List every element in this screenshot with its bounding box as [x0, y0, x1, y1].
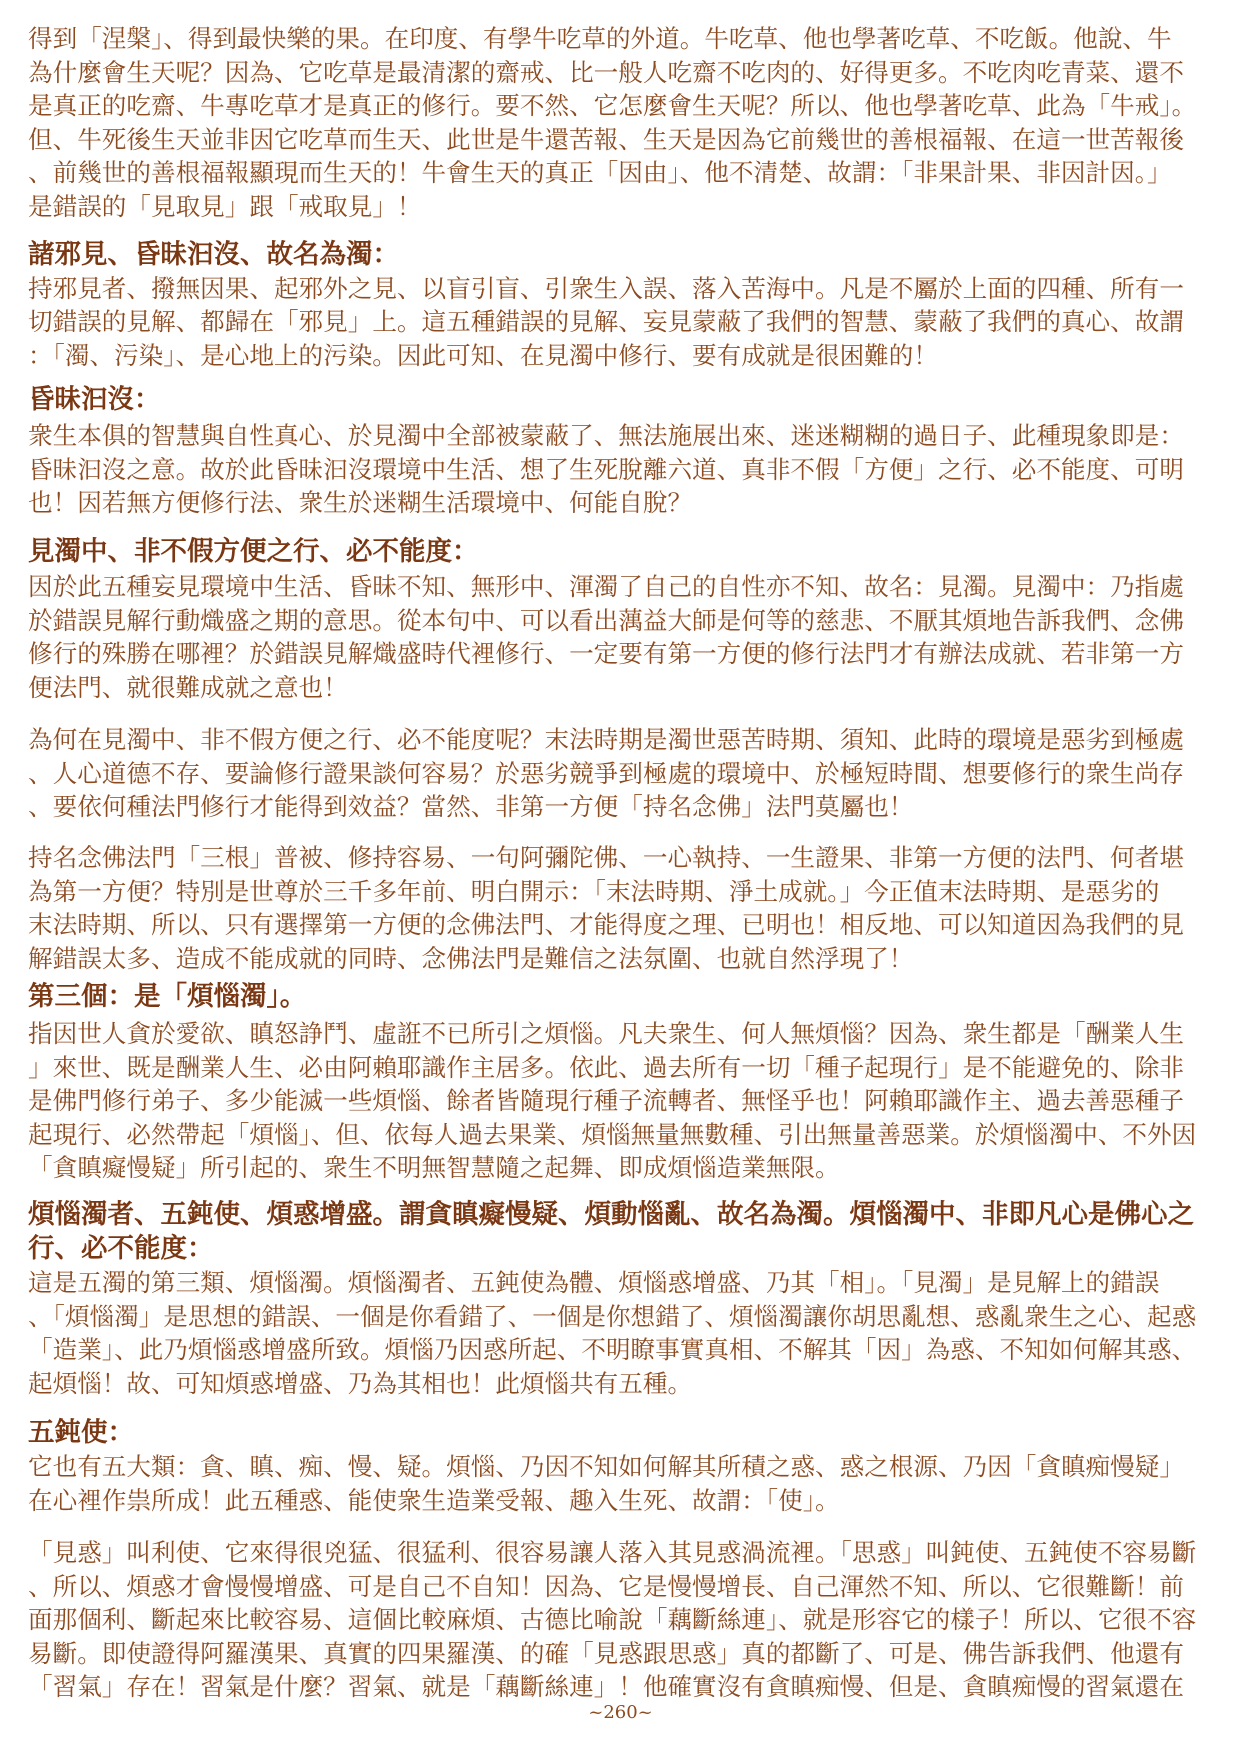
- heading-line: 煩惱濁者、五鈍使、煩惑增盛。謂貪瞋癡慢疑、煩動惱亂、故名為濁。煩惱濁中、非即凡心是佛心之: [28, 1199, 1194, 1230]
- text-line: 」來世、既是酬業人生、必由阿賴耶識作主居多。依此、過去所有一切「種子起現行」是不能避免的、除非: [28, 1052, 1184, 1082]
- text-line: 是錯誤的「見取見」跟「戒取見」！: [28, 191, 422, 221]
- text-line: 起現行、必然帶起「煩惱」、但、依每人過去果業、煩惱無量無數種、引出無量善惡業。於煩惱濁中、不外因: [28, 1119, 1197, 1149]
- paragraph: [28, 841, 1228, 975]
- section-heading: [28, 535, 1228, 569]
- text-line: 末法時期、所以、只有選擇第一方便的念佛法門、才能得度之理、已明也！相反地、可以知道因為我們的見: [28, 910, 1184, 939]
- paragraph: [28, 1536, 1228, 1704]
- text-line: 也！因若無方便修行法、衆生於迷糊生活環境中、何能自脫？: [28, 488, 693, 517]
- text-line: 面那個利、斷起來比較容易、這個比較麻煩、古德比喻說「藕斷絲連」、就是形容它的樣子！所以、它很不容: [28, 1605, 1197, 1634]
- paragraph: [28, 419, 1228, 520]
- text-line: 便法門、就很難成就之意也！: [28, 672, 348, 702]
- paragraph: [28, 22, 1228, 223]
- text-line: 切錯誤的見解、都歸在「邪見」上。這五種錯誤的見解、妄見蒙蔽了我們的智慧、蒙蔽了我們的真心、故謂: [28, 307, 1184, 336]
- text-line: 解錯誤太多、造成不能成就的同時、念佛法門是難信之法氛圍、也就自然浮現了！: [28, 943, 914, 973]
- text-line: 但、牛死後生天並非因它吃草而生天、此世是牛還苦報、生天是因為它前幾世的善根福報、在這一世苦報後: [28, 124, 1184, 154]
- text-line: 為什麼會生天呢？因為、它吃草是最清潔的齋戒、比一般人吃齋不吃肉的、好得更多。不吃肉吃青菜、還不: [28, 57, 1184, 87]
- paragraph: [28, 723, 1228, 824]
- text-line: 、要依何種法門修行才能得到效益？當然、非第一方便「持名念佛」法門莫屬也！: [28, 792, 914, 821]
- paragraph: [28, 570, 1228, 704]
- section-heading: [28, 1198, 1228, 1265]
- text-line: ：「濁、污染」、是心地上的污染。因此可知、在見濁中修行、要有成就是很困難的！: [28, 340, 938, 370]
- text-line: 為何在見濁中、非不假方便之行、必不能度呢？末法時期是濁世惡苦時期、須知、此時的環境是惡劣到極處: [28, 725, 1184, 754]
- text-line: 衆生本俱的智慧與自性真心、於見濁中全部被蒙蔽了、無法施展出來、迷迷糊糊的過日子、此種現象即是：: [28, 421, 1184, 450]
- text-line: 「造業」、此乃煩惱惑增盛所致。煩惱乃因惑所起、不明瞭事實真相、不解其「因」為惑、不知如何解其惑、: [28, 1335, 1197, 1364]
- heading-line: 見濁中、非不假方便之行、必不能度：: [28, 536, 479, 567]
- paragraph: [28, 1450, 1228, 1517]
- paragraph: [28, 1266, 1228, 1400]
- text-line: 持邪見者、撥無因果、起邪外之見、以盲引盲、引衆生入誤、落入苦海中。凡是不屬於上面的四種、所有一: [28, 273, 1184, 303]
- paragraph: [28, 1017, 1228, 1185]
- text-line: 指因世人貪於愛欲、瞋怒諍鬥、虛誑不已所引之煩惱。凡夫衆生、何人無煩惱？因為、衆生都是「酬業人生: [28, 1019, 1184, 1048]
- page-number: ~260~: [588, 1702, 653, 1723]
- text-line: 持名念佛法門「三根」普被、修持容易、一句阿彌陀佛、一心執持、一生證果、非第一方便的法門、何者堪: [28, 843, 1184, 872]
- text-line: 這是五濁的第三類、煩惱濁。煩惱濁者、五鈍使為體、煩惱惑增盛、乃其「相」。「見濁」是見解上的錯誤: [28, 1268, 1160, 1297]
- heading-line: 五鈍使：: [28, 1416, 134, 1448]
- heading-line: 諸邪見、昏昧汩沒、故名為濁：: [28, 239, 399, 270]
- text-line: 「見惑」叫利使、它來得很兇猛、很猛利、很容易讓人落入其見惑渦流裡。「思惑」叫鈍使、五鈍使不容易斷: [28, 1538, 1197, 1567]
- text-line: 易斷。即使證得阿羅漢果、真實的四果羅漢、的確「見惑跟思惑」真的都斷了、可是、佛告訴我們、他還有: [28, 1638, 1184, 1668]
- text-line: 、所以、煩惑才會慢慢增盛、可是自己不自知！因為、它是慢慢增長、自己渾然不知、所以、它很難斷！前: [28, 1571, 1184, 1601]
- text-line: 、「煩惱濁」是思想的錯誤、一個是你看錯了、一個是你想錯了、煩惱濁讓你胡思亂想、惑亂衆生之心、起惑: [28, 1301, 1197, 1331]
- text-line: 「貪瞋癡慢疑」所引起的、衆生不明無智慧隨之起舞、即成煩惱造業無限。: [28, 1153, 840, 1182]
- section-heading: [28, 238, 1228, 272]
- text-line: 修行的殊勝在哪裡？於錯誤見解熾盛時代裡修行、一定要有第一方便的修行法門才有辦法成就、若非第一方: [28, 639, 1184, 668]
- text-line: 在心裡作祟所成！此五種惑、能使衆生造業受報、趣入生死、故謂：「使」。: [28, 1485, 840, 1515]
- text-line: 它也有五大類：貪、瞋、痴、慢、疑。煩惱、乃因不知如何解其所積之惑、惑之根源、乃因「貪瞋痴慢疑」: [28, 1452, 1184, 1481]
- text-line: 、前幾世的善根福報顯現而生天的！牛會生天的真正「因由」、他不清楚、故謂：「非果計果、非因計因。」: [28, 158, 1172, 187]
- section-heading: [28, 980, 1228, 1014]
- text-line: 昏昧汩沒之意。故於此昏昧汩沒環境中生活、想了生死脫離六道、真非不假「方便」之行、必不能度、可明: [28, 454, 1184, 484]
- section-heading: [28, 383, 1228, 417]
- text-line: 於錯誤見解行動熾盛之期的意思。從本句中、可以看出蕅益大師是何等的慈悲、不厭其煩地告訴我們、念佛: [28, 605, 1184, 635]
- text-line: 是佛門修行弟子、多少能滅一些煩惱、餘者皆隨現行種子流轉者、無怪乎也！阿賴耶識作主、過去善惡種子: [28, 1086, 1184, 1115]
- heading-line: 昏昧汩沒：: [28, 384, 161, 415]
- text-line: 為第一方便？特別是世尊於三千多年前、明白開示：「末法時期、淨土成就。」今正值末法時期、是惡劣的: [28, 876, 1160, 906]
- section-heading: [28, 1416, 1228, 1450]
- text-line: 、人心道德不存、要論修行證果談何容易？於惡劣競爭到極處的環境中、於極短時間、想要修行的衆生尚存: [28, 758, 1184, 788]
- text-line: 起煩惱！故、可知煩惑增盛、乃為其相也！此煩惱共有五種。: [28, 1368, 693, 1398]
- text-line: 得到「涅槃」、得到最快樂的果。在印度、有學牛吃草的外道。牛吃草、他也學著吃草、不吃飯。他說、牛: [28, 24, 1172, 53]
- text-line: 「習氣」存在！習氣是什麼？習氣、就是「藕斷絲連」！他確實沒有貪瞋痴慢、但是、貪瞋痴慢的習氣還在: [28, 1672, 1184, 1701]
- text-line: 是真正的吃齋、牛專吃草才是真正的修行。要不然、它怎麼會生天呢？所以、他也學著吃草、此為「牛戒」。: [28, 91, 1197, 120]
- text-line: 因於此五種妄見環境中生活、昏昧不知、無形中、渾濁了自己的自性亦不知、故名：見濁。見濁中：乃指處: [28, 572, 1184, 601]
- heading-line: 行、必不能度：: [28, 1232, 214, 1264]
- heading-line: 第三個：是「煩惱濁」。: [28, 981, 307, 1012]
- paragraph: [28, 272, 1228, 373]
